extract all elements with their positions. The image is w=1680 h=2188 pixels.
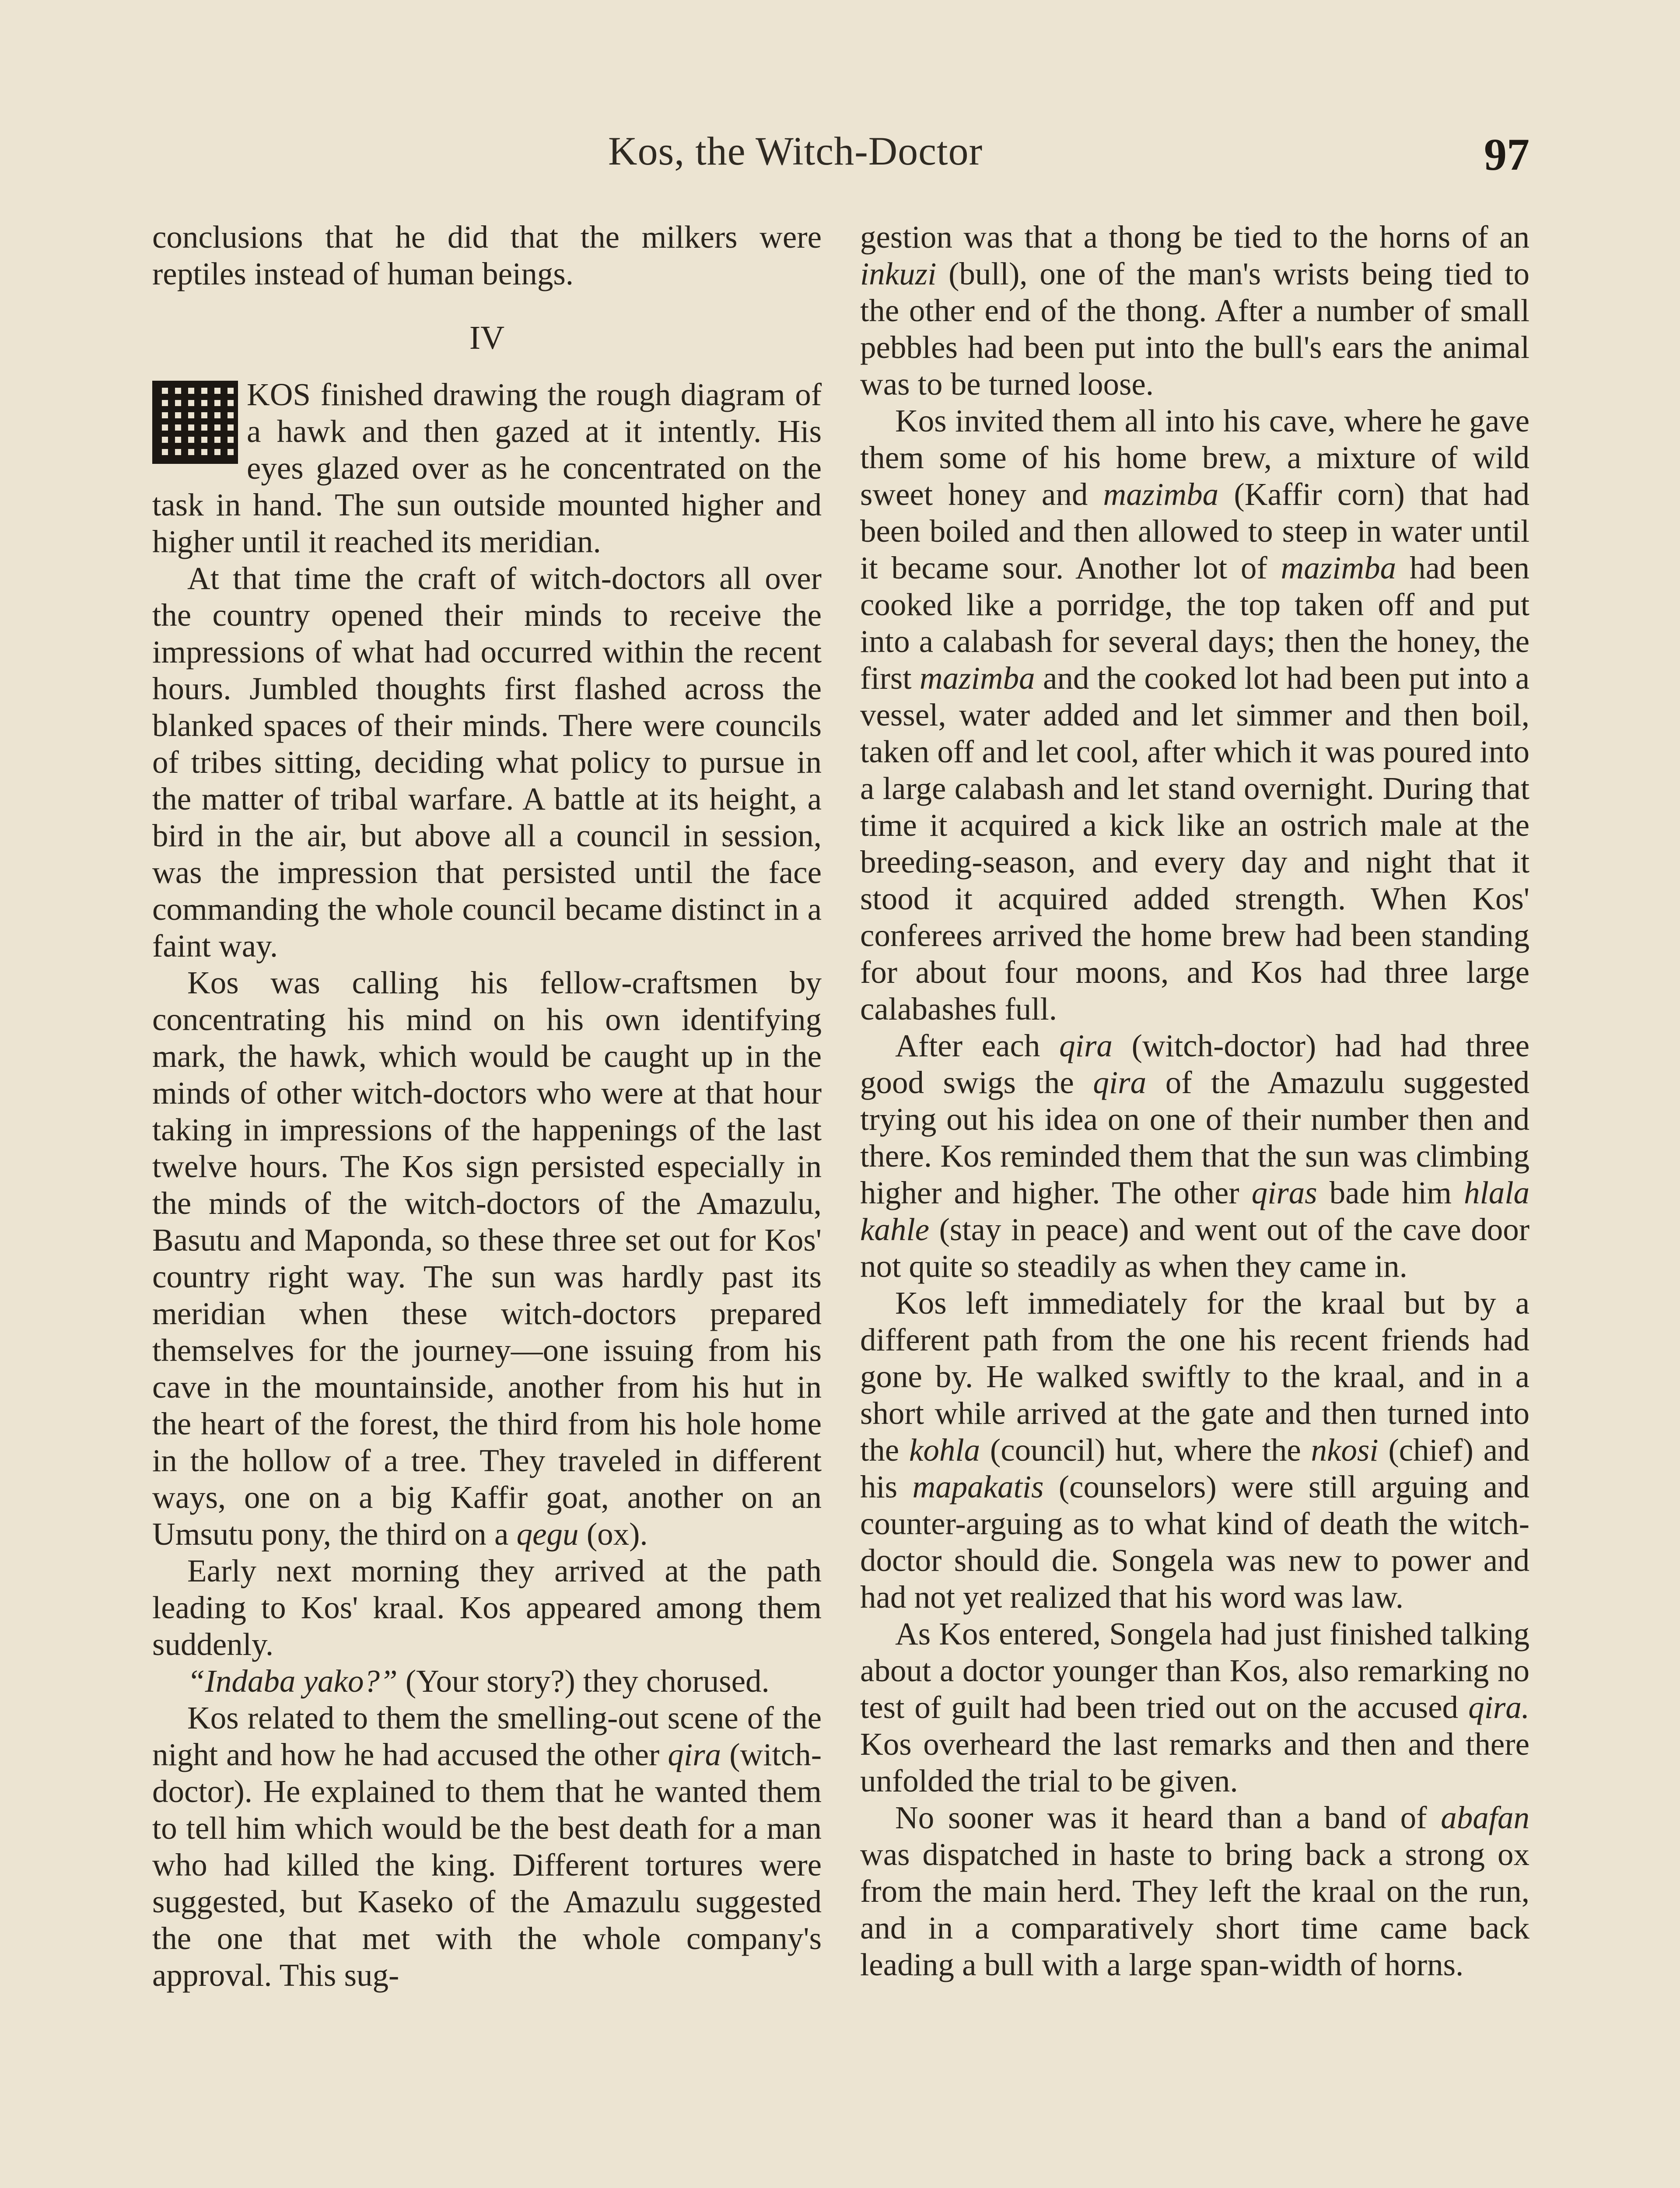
right-column xyxy=(860,219,1530,1983)
italic-term: qira xyxy=(668,1737,721,1772)
paragraph-text: had been cooked like a porridge, the top taken off and put into a calabash for several days; then the honey, the first xyxy=(860,550,1530,696)
paragraph-text: (witch-doctor) had had three good swigs the xyxy=(860,1028,1530,1100)
paragraph-text: gestion was that a thong be tied to the horns of an xyxy=(860,219,1530,255)
ornamental-drop-cap xyxy=(152,381,238,464)
paragraph-text: Kos invited them all into his cave, where he gave them some of his home brew, a mixture of wild sweet honey and xyxy=(860,403,1530,512)
italic-term: abafan xyxy=(1441,1800,1530,1835)
paragraph-text: (stay in peace) and went out of the cave door not quite so steadily as when they came in. xyxy=(860,1212,1530,1284)
italic-term: qira xyxy=(1059,1028,1113,1063)
section-number: IV xyxy=(469,319,505,356)
italic-term: inkuzi xyxy=(860,256,937,291)
paragraph xyxy=(152,376,822,560)
italic-quote: “Indaba yako?” xyxy=(187,1663,398,1699)
paragraph-text: No sooner was it heard than a band of xyxy=(895,1800,1427,1835)
paragraph-text: KOS finished drawing the rough diagram of a hawk and then gazed at it intently. His eyes glazed over as he concentrated on the task in hand. The sun outside mounted higher and higher until it reached its meridian. xyxy=(152,377,822,559)
italic-term: kohla xyxy=(909,1432,980,1468)
left-column xyxy=(152,219,822,1994)
italic-term: qiras xyxy=(1251,1175,1317,1210)
italic-term: qegu xyxy=(516,1516,579,1552)
paragraph-text: (Your story?) they chorused. xyxy=(405,1663,770,1699)
paragraph-text: Kos related to them the smelling-out scene of the night and how he had accused the other xyxy=(152,1700,822,1772)
paragraph: conclusions that he did that the milkers were reptiles instead of human beings. xyxy=(152,219,822,291)
paragraph xyxy=(860,1616,1530,1799)
italic-term: mapakatis xyxy=(912,1469,1044,1504)
italic-term: hlala kahle xyxy=(860,1175,1530,1247)
italic-term: qira xyxy=(1093,1065,1147,1100)
paragraph xyxy=(860,403,1530,1027)
paragraph: At that time the craft of witch-doctors all over the country opened their minds to receive the impressions of what had occurred within the recent hours. Jumbled thoughts first flashed across the blanked spaces of their minds. There were councils of tribes sitting, deciding what policy to pursue in the matter of tribal warfare. A battle at its height, a bird in the air, but above all a council in session, was the impression that persisted until the face commanding the whole council became distinct in a faint way. xyxy=(152,561,822,964)
paragraph xyxy=(860,1027,1530,1285)
paragraph-text: of the Amazulu suggested trying out his idea on one of their number then and there. Kos reminded them that the sun was climbing higher and higher. The other xyxy=(860,1065,1530,1210)
paragraph-text: After each xyxy=(895,1028,1040,1063)
paragraph-text: (chief) and his xyxy=(860,1432,1530,1504)
running-title: Kos, the Witch-Doctor xyxy=(608,129,983,173)
italic-term: mazimba xyxy=(1281,550,1396,586)
paragraph-text: (counselors) were still arguing and counter-arguing as to what kind of death the witch-doctor should die. Songela was new to power and had not yet realized that his word was law. xyxy=(860,1469,1530,1615)
paragraph xyxy=(152,964,822,1553)
paragraph-text: (Kaffir corn) that had been boiled and then allowed to steep in water until it became sour. Another lot of xyxy=(860,477,1530,586)
paragraph xyxy=(860,219,1530,403)
italic-term: nkosi xyxy=(1311,1432,1379,1468)
paragraph-text: Kos was calling his fellow-craftsmen by concentrating his mind on his own identifying mark, the hawk, which would be caught up in the minds of other witch-doctors who were at that hour taking in impressions of the happenings of the last twelve hours. The Kos sign persisted especially in the minds of the witch-doctors of the Amazulu, Basutu and Maponda, so these three set out for Kos' country right way. The sun was hardly past its meridian when these witch-doctors prepared themselves for the journey—one issuing from his cave in the mountainside, another from his hut in the heart of the forest, the third from his hole home in the hollow of a tree. They traveled in different ways, one on a big Kaffir goat, another on an Umsutu pony, the third on a xyxy=(152,965,822,1552)
paragraph-text: and the cooked lot had been put into a vessel, water added and let simmer and then boil, taken off and let cool, after which it was poured into a large calabash and let stand overnight. During that time it acquired a kick like an ostrich male at the breeding-season, and every day and night that it stood it acquired added strength. When Kos' conferees arrived the home brew had been standing for about four moons, and Kos had three large calabashes full. xyxy=(860,660,1530,1027)
paragraph-text: bade him xyxy=(1329,1175,1452,1210)
paragraph-text: (council) hut, where the xyxy=(990,1432,1301,1468)
italic-term: qira. xyxy=(1468,1690,1530,1725)
paragraph-text: Kos overheard the last remarks and then and there unfolded the trial to be given. xyxy=(860,1726,1530,1799)
paragraph-text: (bull), one of the man's wrists being tied to the other end of the thong. After a number of small pebbles had been put into the bull's ears the animal was to be turned loose. xyxy=(860,256,1530,402)
paragraph-text: was dispatched in haste to bring back a strong ox from the main herd. They left the kraal on the run, and in a comparatively short time came back leading a bull with a large span-width of horns. xyxy=(860,1837,1530,1982)
italic-term: mazimba xyxy=(919,660,1035,696)
paragraph xyxy=(152,1700,822,1994)
paragraph-text: (witch-doctor). He explained to them that he wanted them to tell him which would be the best death for a man who had killed the king. Different tortures were suggested, but Kaseko of the Amazulu suggested the one that met with the whole company's approval. This sug- xyxy=(152,1737,822,1993)
paragraph: Early next morning they arrived at the path leading to Kos' kraal. Kos appeared among them suddenly. xyxy=(152,1553,822,1662)
paragraph xyxy=(860,1799,1530,1983)
italic-term: mazimba xyxy=(1103,477,1219,512)
paragraph-text: (ox). xyxy=(586,1516,648,1552)
paragraph-text: As Kos entered, Songela had just finished talking about a doctor younger than Kos, also remarking no test of guilt had been tried out on the accused xyxy=(860,1616,1530,1725)
paragraph xyxy=(152,1663,822,1700)
paragraph xyxy=(860,1285,1530,1616)
page-number: 97 xyxy=(1484,130,1530,180)
paragraph-text: Kos left immediately for the kraal but by a different path from the one his recent friends had gone by. He walked swiftly to the kraal, and in a short while arrived at the gate and then turned into the xyxy=(860,1285,1530,1468)
